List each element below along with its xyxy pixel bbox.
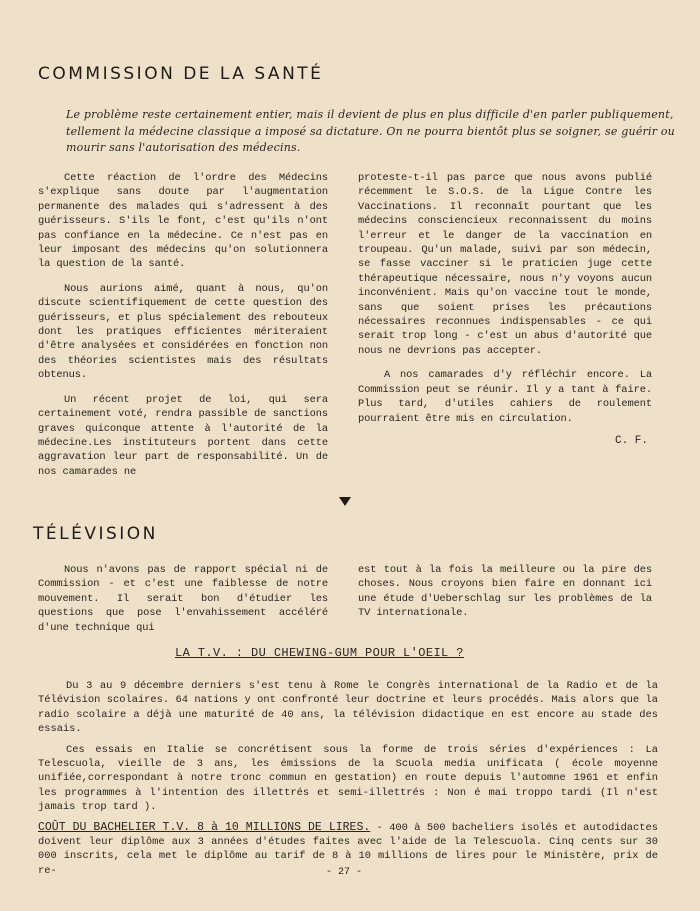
section-divider-triangle-icon — [339, 497, 351, 506]
signature: C. F. — [615, 435, 649, 447]
paragraph: A nos camarades d'y réfléchir encore. La Commission peut se réunir. Il y a tant à faire. Plus tard, d'utiles cahiers de roulement pourraient être mis en circulation. — [358, 369, 652, 425]
paragraph: Nous n'avons pas de rapport spécial ni de Commission - et c'est une faiblesse de notre mouvement. Il serait bon d'étudier les questions que pose l'envahissement accéléré d'une technique qui — [38, 564, 328, 634]
paragraph: Nous aurions aimé, quant à nous, qu'on discute scientifiquement de cette question des guérisseurs, et plus spécialement des rebouteux dont les pratiques efficientes mériteraient d'être analysées et considérées en fonction non des théories scientistes mais des résultats obtenus. — [38, 282, 328, 382]
article-subheading: LA T.V. : DU CHEWING-GUM POUR L'OEIL ? — [175, 646, 464, 660]
commission-title: COMMISSION DE LA SANTÉ — [38, 64, 324, 84]
article-body — [38, 679, 658, 884]
cost-heading: COÛT DU BACHELIER T.V. 8 à 10 MILLIONS DE LIRES. — [38, 820, 371, 834]
paragraph: Ces essais en Italie se concrétisent sous la forme de trois séries d'expériences : La Telescuola, vieille de 3 ans, les émissions de la Scuola media unificata ( école moyenne unifiée,correspondant à notre tronc commun en gestation) en route depuis l'automne 1961 et enfin les programmes à l'intention des illettrés et semi-illettrés : Non é mai troppo tardi (Il n'est jamais trop tard ). — [38, 743, 658, 814]
paragraph: Cette réaction de l'ordre des Médecins s'explique sans doute par l'augmentation permanente des malades qui s'adressent à des guérisseurs. S'ils le font, c'est qu'ils n'ont pas confiance en la médecine. Ce n'est pas en leur imposant des médecins qu'on solutionnera la question de la santé. — [38, 172, 328, 271]
television-title: TÉLÉVISION — [33, 524, 158, 544]
paragraph-continuation: proteste-t-il pas parce que nous avons publié récemment le S.O.S. de la Ligue Contre les Vaccinations. Il reconnaît pourtant que les médecins consciencieux reconnaissent du moins l'erreur et le danger de la vaccination en troupeau. Qu'un malade, suivi par son médecin, se fasse vacciner si le praticien juge cette thérapeutique nécessaire, nous n'y voyons aucun inconvénient. Mais qu'on vaccine tout le monde, sans que soient prises les précautions nécessaires reconnues indispensables - ce qui serait trop long - c'est un abus d'autorité que nous ne devrions pas accepter. — [358, 172, 652, 357]
paragraph-continuation: est tout à la fois la meilleure ou la pire des choses. Nous croyons bien faire en donnant ici une étude d'Ueberschlag sur les problèmes de la TV internationale. — [358, 564, 652, 620]
commission-left-column — [38, 171, 328, 489]
page-number: - 27 - — [326, 867, 363, 878]
commission-right-column — [358, 171, 652, 436]
television-right-column — [358, 563, 652, 631]
paragraph: Un récent projet de loi, qui sera certainement voté, rendra passible de sanctions graves quiconque attente à l'autorité de la médecine.Les instituteurs portent dans cette aggravation leur part de responsabilité. Un de nos camarades ne — [38, 393, 328, 478]
paragraph: Du 3 au 9 décembre derniers s'est tenu à Rome le Congrès international de la Radio et de la Télévision scolaires. 64 nations y ont confronté leur doctrine et leurs procédés. Mais alors que la radio scolaire a déjà une maturité de 40 ans, la télévision didactique en est encore au stade des essais. — [38, 680, 658, 736]
commission-intro: Le problème reste certainement entier, mais il devient de plus en plus difficile d'en parler publiquement, tellement la médecine classique a imposé sa dictature. On ne pourra bientôt plus se soigner, se guérir ou mourir sans l'autorisation des médecins. — [66, 108, 675, 154]
cost-text: - 400 à 500 bacheliers isolés et autodidactes doivent leur diplôme aux 3 années d'études faites avec l'aide de la Telescuola. Cinq cents sur 30 000 inscrits, cela met le diplôme au tarif de 8 à 10 millions de lires pour le Ministère, prix de re- — [38, 821, 658, 877]
television-left-column — [38, 563, 328, 645]
